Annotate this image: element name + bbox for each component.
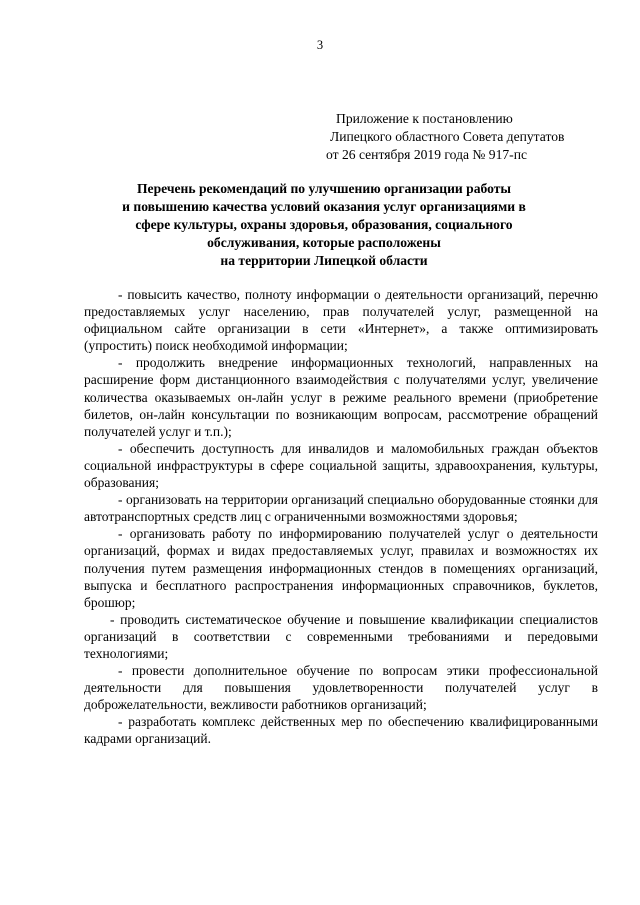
appendix-line: Липецкого областного Совета депутатов: [330, 129, 565, 144]
recommendation-item: - обеспечить доступность для инвалидов и маломобильных граждан объектов социальной инфраструктуры в сфере социальной защиты, здравоохранения, культуры, образования;: [84, 440, 598, 491]
recommendation-item: - проводить систематическое обучение и повышение квалификации специалистов организаций в соответствии с современными требованиями и передовыми технологиями;: [84, 611, 598, 661]
recommendation-item: - организовать работу по информированию получателей услуг о деятельности организаций, формах и видах предоставляемых услуг, правилах и возможностях их получения путем размещения информационных стендов в помещениях организаций, выпуска и бесплатного распространения информационных справочников, буклетов, брошюр;: [84, 526, 598, 610]
title-line: и повышению качества условий оказания услуг организациями в: [122, 199, 526, 214]
recommendation-item: - организовать на территории организаций специально оборудованные стоянки для автотранспортных средств лиц с ограниченными возможностями здоровья;: [84, 492, 598, 525]
recommendation-item: - провести дополнительное обучение по вопросам этики профессиональной деятельности для повышения удовлетворенности получателей услуг в доброжелательности, вежливости работников организаций;: [84, 663, 598, 713]
appendix-line: Приложение к постановлению: [336, 111, 513, 126]
title-line: сфере культуры, охраны здоровья, образования, социального: [135, 217, 513, 232]
recommendation-item: - разработать комплекс действенных мер по обеспечению квалифицированными кадрами организаций.: [84, 714, 598, 747]
appendix-line: от 26 сентября 2019 года № 917-пс: [326, 147, 528, 162]
document-title: [84, 180, 564, 270]
recommendation-item: - повысить качество, полноту информации о деятельности организаций, перечню предоставляемых услуг населению, прав получателей услуг, размещенной на официальном сайте организации в сети «Интернет», а также оптимизировать (упростить) поиск необходимой информации;: [84, 287, 598, 354]
appendix-header: [300, 110, 610, 164]
title-line: на территории Липецкой области: [220, 253, 428, 268]
title-line: обслуживания, которые расположены: [207, 235, 441, 250]
title-line: Перечень рекомендаций по улучшению организации работы: [136, 181, 512, 196]
page-number: 3: [316, 38, 324, 52]
recommendation-item: - продолжить внедрение информационных технологий, направленных на расширение форм дистанционного взаимодействия с получателями услуг, увеличение количества оказываемых он-лайн услуг в режиме реального времени (приобретение билетов, он-лайн консультации по возникающим вопросам, рассмотрение обращений получателей услуг и т.п.);: [84, 355, 598, 439]
recommendations-list: [84, 286, 598, 748]
